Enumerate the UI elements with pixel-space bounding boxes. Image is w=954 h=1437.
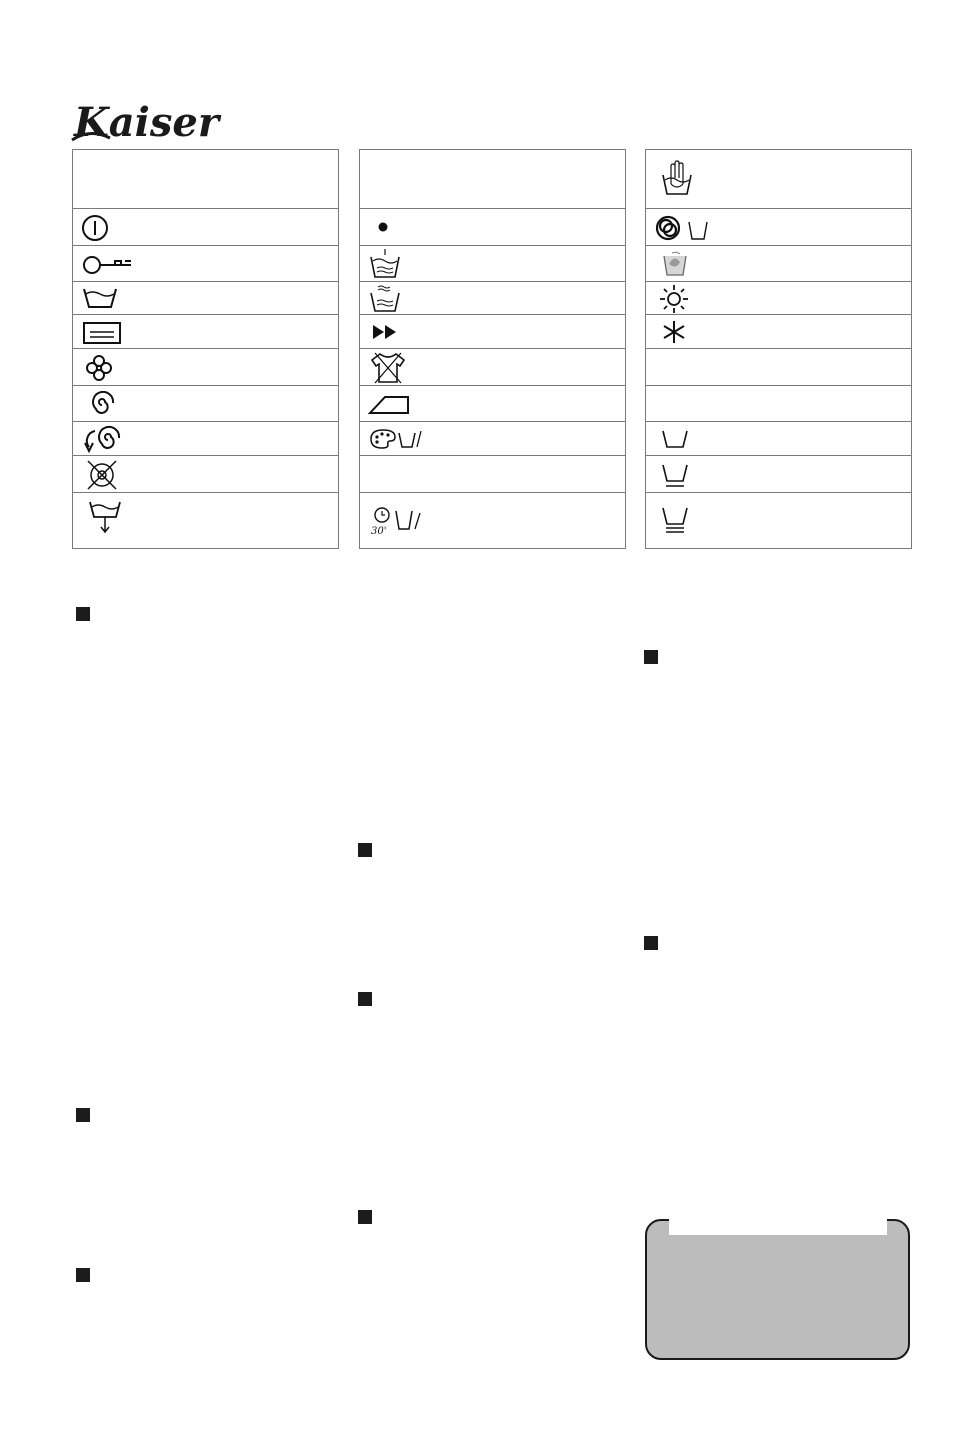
delicate-icon — [660, 250, 690, 278]
spiral-spin-icon — [87, 391, 117, 419]
table-row — [360, 492, 625, 550]
table-row — [360, 348, 625, 385]
symbol-table-3 — [645, 149, 912, 549]
hand-wash-icon — [660, 160, 694, 198]
sun-icon — [658, 283, 690, 315]
fast-forward-icon — [372, 324, 398, 340]
note-box — [645, 1219, 910, 1360]
one-bar-tub-icon — [660, 462, 690, 490]
logo-wordmark: Kaiser — [74, 99, 219, 146]
power-icon — [81, 214, 109, 242]
table-row — [360, 314, 625, 348]
symbol-table-2 — [359, 149, 626, 549]
table-row — [360, 208, 625, 245]
arrow-spiral-icon — [81, 425, 125, 455]
table-row — [646, 348, 911, 385]
prewash-tub-icon — [81, 320, 123, 346]
no-spin-icon — [85, 458, 119, 492]
table-row — [646, 385, 911, 421]
key-lock-icon — [81, 254, 133, 276]
no-crease-shirt-icon — [368, 351, 408, 385]
section-marker — [76, 607, 90, 621]
wool-tub-icon — [654, 214, 714, 242]
timer-30-icon — [368, 505, 424, 535]
table-row — [360, 385, 625, 421]
table-row — [646, 492, 911, 550]
svg-text:30': 30' — [371, 526, 387, 535]
note-box-tab — [669, 1219, 887, 1235]
brand-logo — [70, 98, 270, 148]
table-row — [73, 281, 338, 314]
cold-star-icon — [662, 320, 686, 344]
table-row — [73, 421, 338, 455]
table-row — [646, 208, 911, 245]
table-row — [646, 421, 911, 455]
table-row — [360, 150, 625, 209]
flower-softener-icon — [85, 354, 113, 382]
table-row — [73, 314, 338, 348]
symbol-table-1 — [72, 149, 339, 549]
iron-icon — [368, 394, 412, 416]
table-row — [646, 150, 911, 209]
table-row — [73, 385, 338, 421]
hot-water-tub-icon — [368, 248, 402, 280]
table-row — [73, 492, 338, 550]
section-marker — [358, 843, 372, 857]
table-row — [360, 421, 625, 455]
table-row — [360, 281, 625, 314]
table-row — [646, 455, 911, 492]
table-row — [360, 245, 625, 281]
section-marker — [358, 992, 372, 1006]
section-marker — [76, 1268, 90, 1282]
table-row — [646, 245, 911, 281]
section-marker — [644, 936, 658, 950]
table-row — [646, 281, 911, 314]
table-row — [73, 208, 338, 245]
table-row — [73, 150, 338, 209]
table-row — [73, 348, 338, 385]
two-bar-tub-icon — [660, 505, 690, 535]
section-marker — [358, 1210, 372, 1224]
table-row — [360, 455, 625, 492]
color-palette-icon — [368, 427, 422, 451]
dot-indicator-icon — [377, 221, 389, 233]
section-marker — [76, 1108, 90, 1122]
wash-tub-icon — [81, 286, 119, 310]
empty-tub-icon — [660, 428, 690, 450]
steam-tub-icon — [368, 284, 402, 314]
table-row — [646, 314, 911, 348]
drain-tub-icon — [87, 499, 123, 535]
table-row — [73, 245, 338, 281]
section-marker — [644, 650, 658, 664]
table-row — [73, 455, 338, 492]
